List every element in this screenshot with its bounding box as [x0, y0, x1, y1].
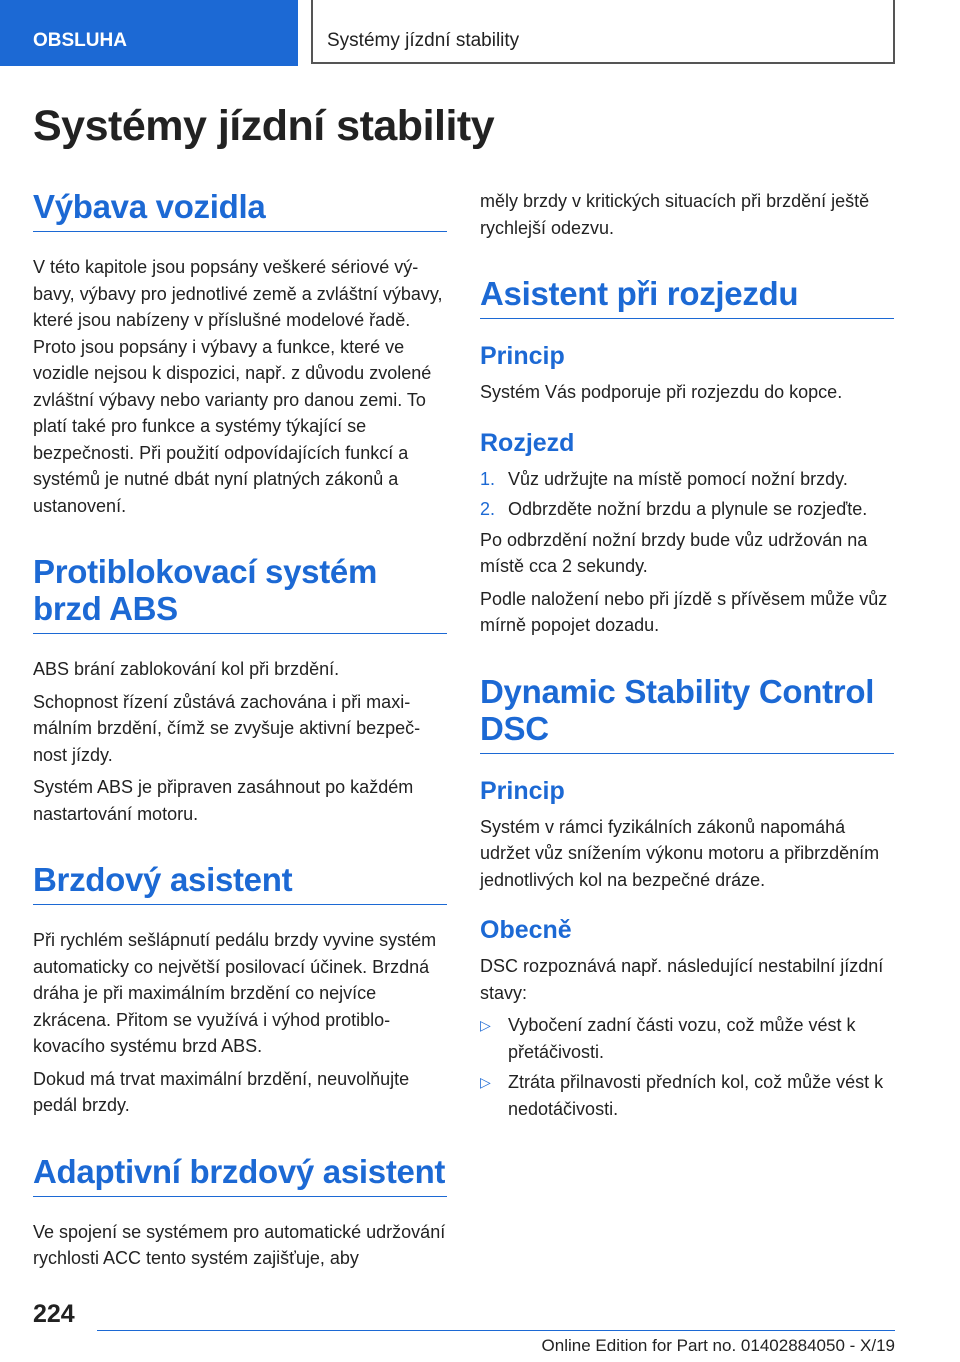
- heading-asistent-pri-rozjezdu: Asistent při rozjezdu: [480, 275, 894, 319]
- paragraph: Schopnost řízení zůstává zachována i při maximálním brzdění, čímž se zvyšuje aktivní bezpečnost jízdy.: [33, 691, 421, 765]
- list-item: [480, 496, 894, 523]
- page-title: Systémy jízdní stability: [33, 102, 495, 150]
- list-item: [480, 1069, 894, 1122]
- heading-adaptivni-brzdovy-asistent: Adaptivní brzdový asistent: [33, 1153, 447, 1197]
- triangle-bullet-icon: ▷: [480, 1074, 491, 1090]
- page-number: 224: [33, 1300, 75, 1328]
- list-item: [480, 466, 894, 493]
- edition-note: Online Edition for Part no. 01402884050 - X/19: [541, 1336, 895, 1355]
- footer-divider: [97, 1330, 895, 1331]
- paragraph: Při rychlém sešlápnutí pedálu brzdy vyvine systém automaticky co největší posilovací účinek. Brzdná dráha je při maximálním brzdění co nejvíce zkrácena. Přitom se využívá i výhod protiblokovacího systému brzd ABS.: [33, 930, 437, 1056]
- paragraph: DSC rozpoznává např. následující nestabilní jízdní stavy:: [480, 956, 884, 1003]
- list-text: Odbrzděte nožní brzdu a plynule se rozjeďte.: [508, 499, 868, 519]
- list-text: Vůz udržujte na místě pomocí nožní brzdy.: [508, 468, 848, 489]
- subheading-princip: Princip: [480, 776, 565, 805]
- header-chapter-title: Systémy jízdní stability: [311, 0, 895, 64]
- list-text: Vybočení zadní části vozu, což může vést k přetáčivosti.: [508, 1015, 856, 1062]
- heading-dsc: Dynamic Stability Control DSC: [480, 673, 894, 754]
- paragraph: Systém Vás podporuje při rozjezdu do kopce.: [480, 382, 843, 402]
- paragraph: Ve spojení se systémem pro automatické udržování rychlosti ACC tento systém zajišťuje, aby: [33, 1221, 446, 1268]
- paragraph: Systém ABS je připraven zasáhnout po každém nastartování motoru.: [33, 777, 414, 824]
- paragraph: měly brzdy v kritických situacích při brzdění ještě rychlejší odezvu.: [480, 191, 870, 238]
- list-item: [480, 1012, 894, 1065]
- heading-brzdovy-asistent: Brzdový asistent: [33, 861, 447, 905]
- list-number: 2.: [480, 499, 496, 519]
- right-column: [480, 188, 894, 1126]
- list-number: 1.: [480, 468, 496, 489]
- paragraph: Dokud má trvat maximální brzdění, neuvolňujte pedál brzdy.: [33, 1068, 410, 1115]
- paragraph: Podle naložení nebo při jízdě s přívěsem může vůz mírně popojet dozadu.: [480, 588, 888, 635]
- triangle-bullet-icon: ▷: [480, 1017, 491, 1033]
- header-bar: [0, 0, 960, 66]
- subheading-obecne: Obecně: [480, 916, 572, 944]
- paragraph: ABS brání zablokování kol při brzdění.: [33, 659, 340, 679]
- list-text: Ztráta přilnavosti předních kol, což může vést k nedotáčivosti.: [508, 1072, 884, 1119]
- paragraph: V této kapitole jsou popsány veškeré sériové výbavy, výbavy pro jednotlivé země a zvláštní výbavy, které jsou nabízeny v příslušné modelové řadě. Proto jsou popsány i výbavy a funkce, které ve vozidle nejsou k dispozici, např. z důvodu zvolené zvláštní výbavy nebo varianty pro danou zemi. To platí také pro funkce a systémy týkající se bezpečnosti. Při použití odpovídajících funkcí a systémů je nutné dbát nyní platných zákonů a ustanovení.: [33, 257, 443, 516]
- subheading-rozjezd: Rozjezd: [480, 428, 575, 457]
- left-column: [33, 188, 447, 1272]
- subheading-princip: Princip: [480, 342, 565, 370]
- paragraph: Po odbrzdění nožní brzdy bude vůz udržován na místě cca 2 sekundy.: [480, 529, 868, 576]
- paragraph: Systém v rámci fyzikálních zákonů napomáhá udržet vůz snížením výkonu motoru a přibrzděním jednotlivých kol na bezpečné dráze.: [480, 816, 880, 890]
- section-tab[interactable]: OBSLUHA: [0, 0, 298, 66]
- heading-vybava-vozidla: Výbava vozidla: [33, 188, 447, 232]
- heading-abs: Protiblokovací systém brzd ABS: [33, 553, 447, 634]
